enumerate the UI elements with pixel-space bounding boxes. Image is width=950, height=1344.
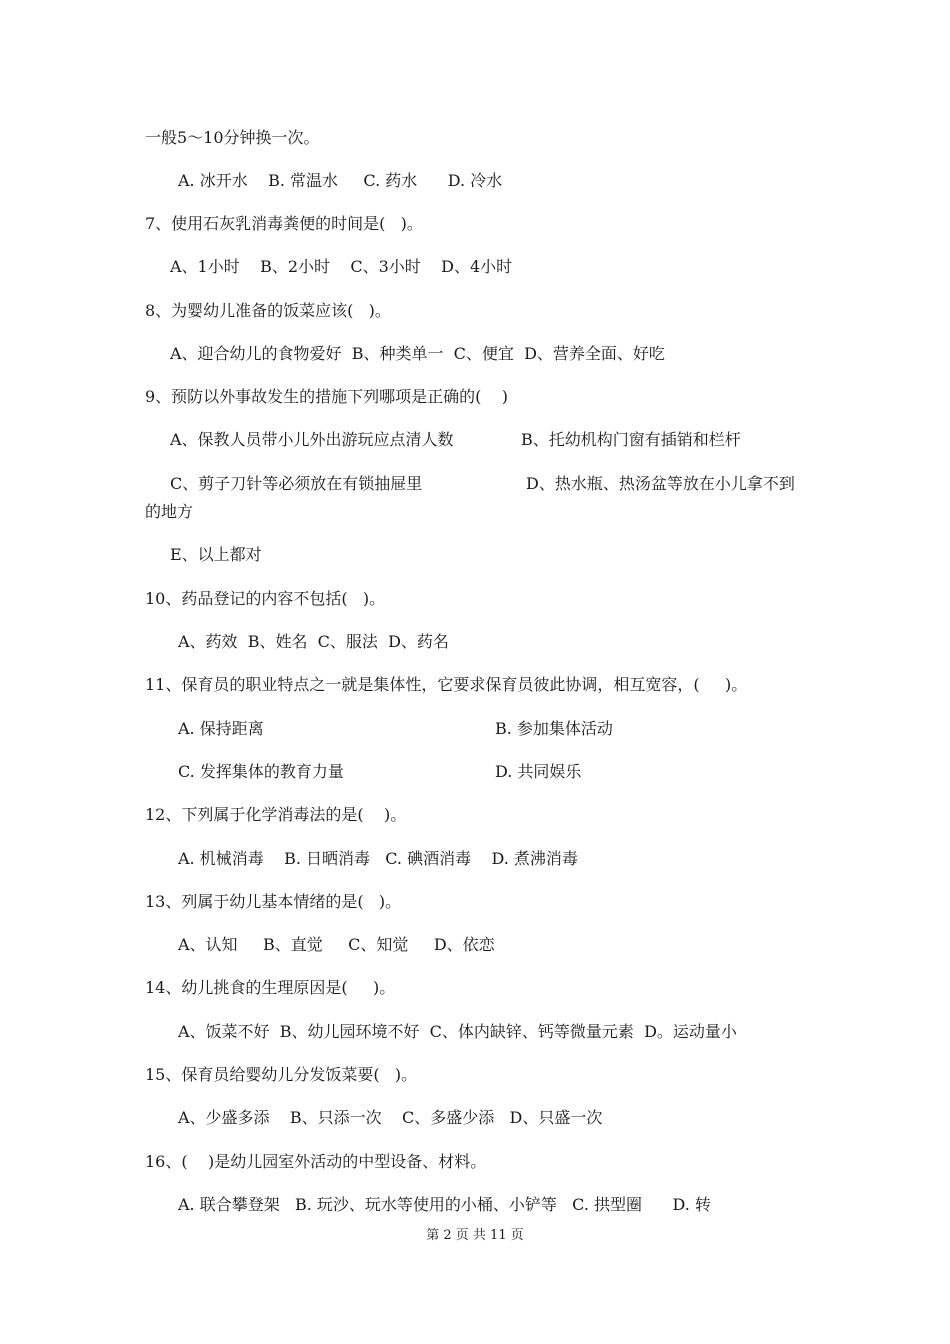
text-line: E、以上都对: [170, 545, 262, 564]
text-line: A. 机械消毒 B. 日晒消毒 C. 碘酒消毒 D. 煮沸消毒: [178, 849, 578, 868]
text-line: 10、药品登记的内容不包括( )。: [145, 589, 386, 608]
text-line: A、1小时 B、2小时 C、3小时 D、4小时: [170, 257, 513, 276]
text-line: A、保教人员带小儿外出游玩应点清人数: [170, 430, 454, 449]
text-line: C、剪子刀针等必须放在有锁抽屉里: [170, 474, 423, 493]
text-line: 7、使用石灰乳消毒粪便的时间是( )。: [145, 214, 423, 233]
text-line: A. 保持距离: [178, 719, 264, 738]
text-line: 8、为婴幼儿准备的饭菜应该( )。: [145, 301, 391, 320]
text-line: C. 发挥集体的教育力量: [178, 762, 344, 781]
text-line: 15、保育员给婴幼儿分发饭菜要( )。: [145, 1065, 418, 1084]
text-line: A. 联合攀登架 B. 玩沙、玩水等使用的小桶、小铲等 C. 拱型圈 D. 转: [178, 1195, 711, 1214]
page-footer: 第 2 页 共 11 页: [426, 1228, 524, 1243]
text-line: D. 共同娱乐: [495, 762, 582, 781]
text-line: 12、下列属于化学消毒法的是( )。: [145, 805, 407, 824]
text-line: 16、( )是幼儿园室外活动的中型设备、材料。: [145, 1152, 487, 1171]
text-line: 的地方: [145, 502, 194, 521]
text-line: 一般5～10分钟换一次。: [145, 128, 320, 147]
text-line: D、热水瓶、热汤盆等放在小儿拿不到: [526, 474, 795, 493]
text-line: 13、列属于幼儿基本情绪的是( )。: [145, 892, 402, 911]
text-line: A、饭菜不好 B、幼儿园环境不好 C、体内缺锌、钙等微量元素 D。运动量小: [178, 1022, 737, 1041]
text-line: B. 参加集体活动: [495, 719, 613, 738]
text-line: A、迎合幼儿的食物爱好 B、种类单一 C、便宜 D、营养全面、好吃: [170, 344, 665, 363]
text-line: A、少盛多添 B、只添一次 C、多盛少添 D、只盛一次: [178, 1108, 603, 1127]
text-line: 11、保育员的职业特点之一就是集体性，它要求保育员彼此协调，相互宽容，( )。: [145, 675, 748, 694]
text-line: A、认知 B、直觉 C、知觉 D、依恋: [178, 935, 495, 954]
text-line: A、药效 B、姓名 C、服法 D、药名: [178, 632, 449, 651]
text-line: 9、预防以外事故发生的措施下列哪项是正确的( ): [145, 387, 509, 406]
text-line: B、托幼机构门窗有插销和栏杆: [521, 430, 741, 449]
text-line: 14、幼儿挑食的生理原因是( )。: [145, 978, 396, 997]
text-line: A. 冰开水 B. 常温水 C. 药水 D. 冷水: [178, 171, 503, 190]
